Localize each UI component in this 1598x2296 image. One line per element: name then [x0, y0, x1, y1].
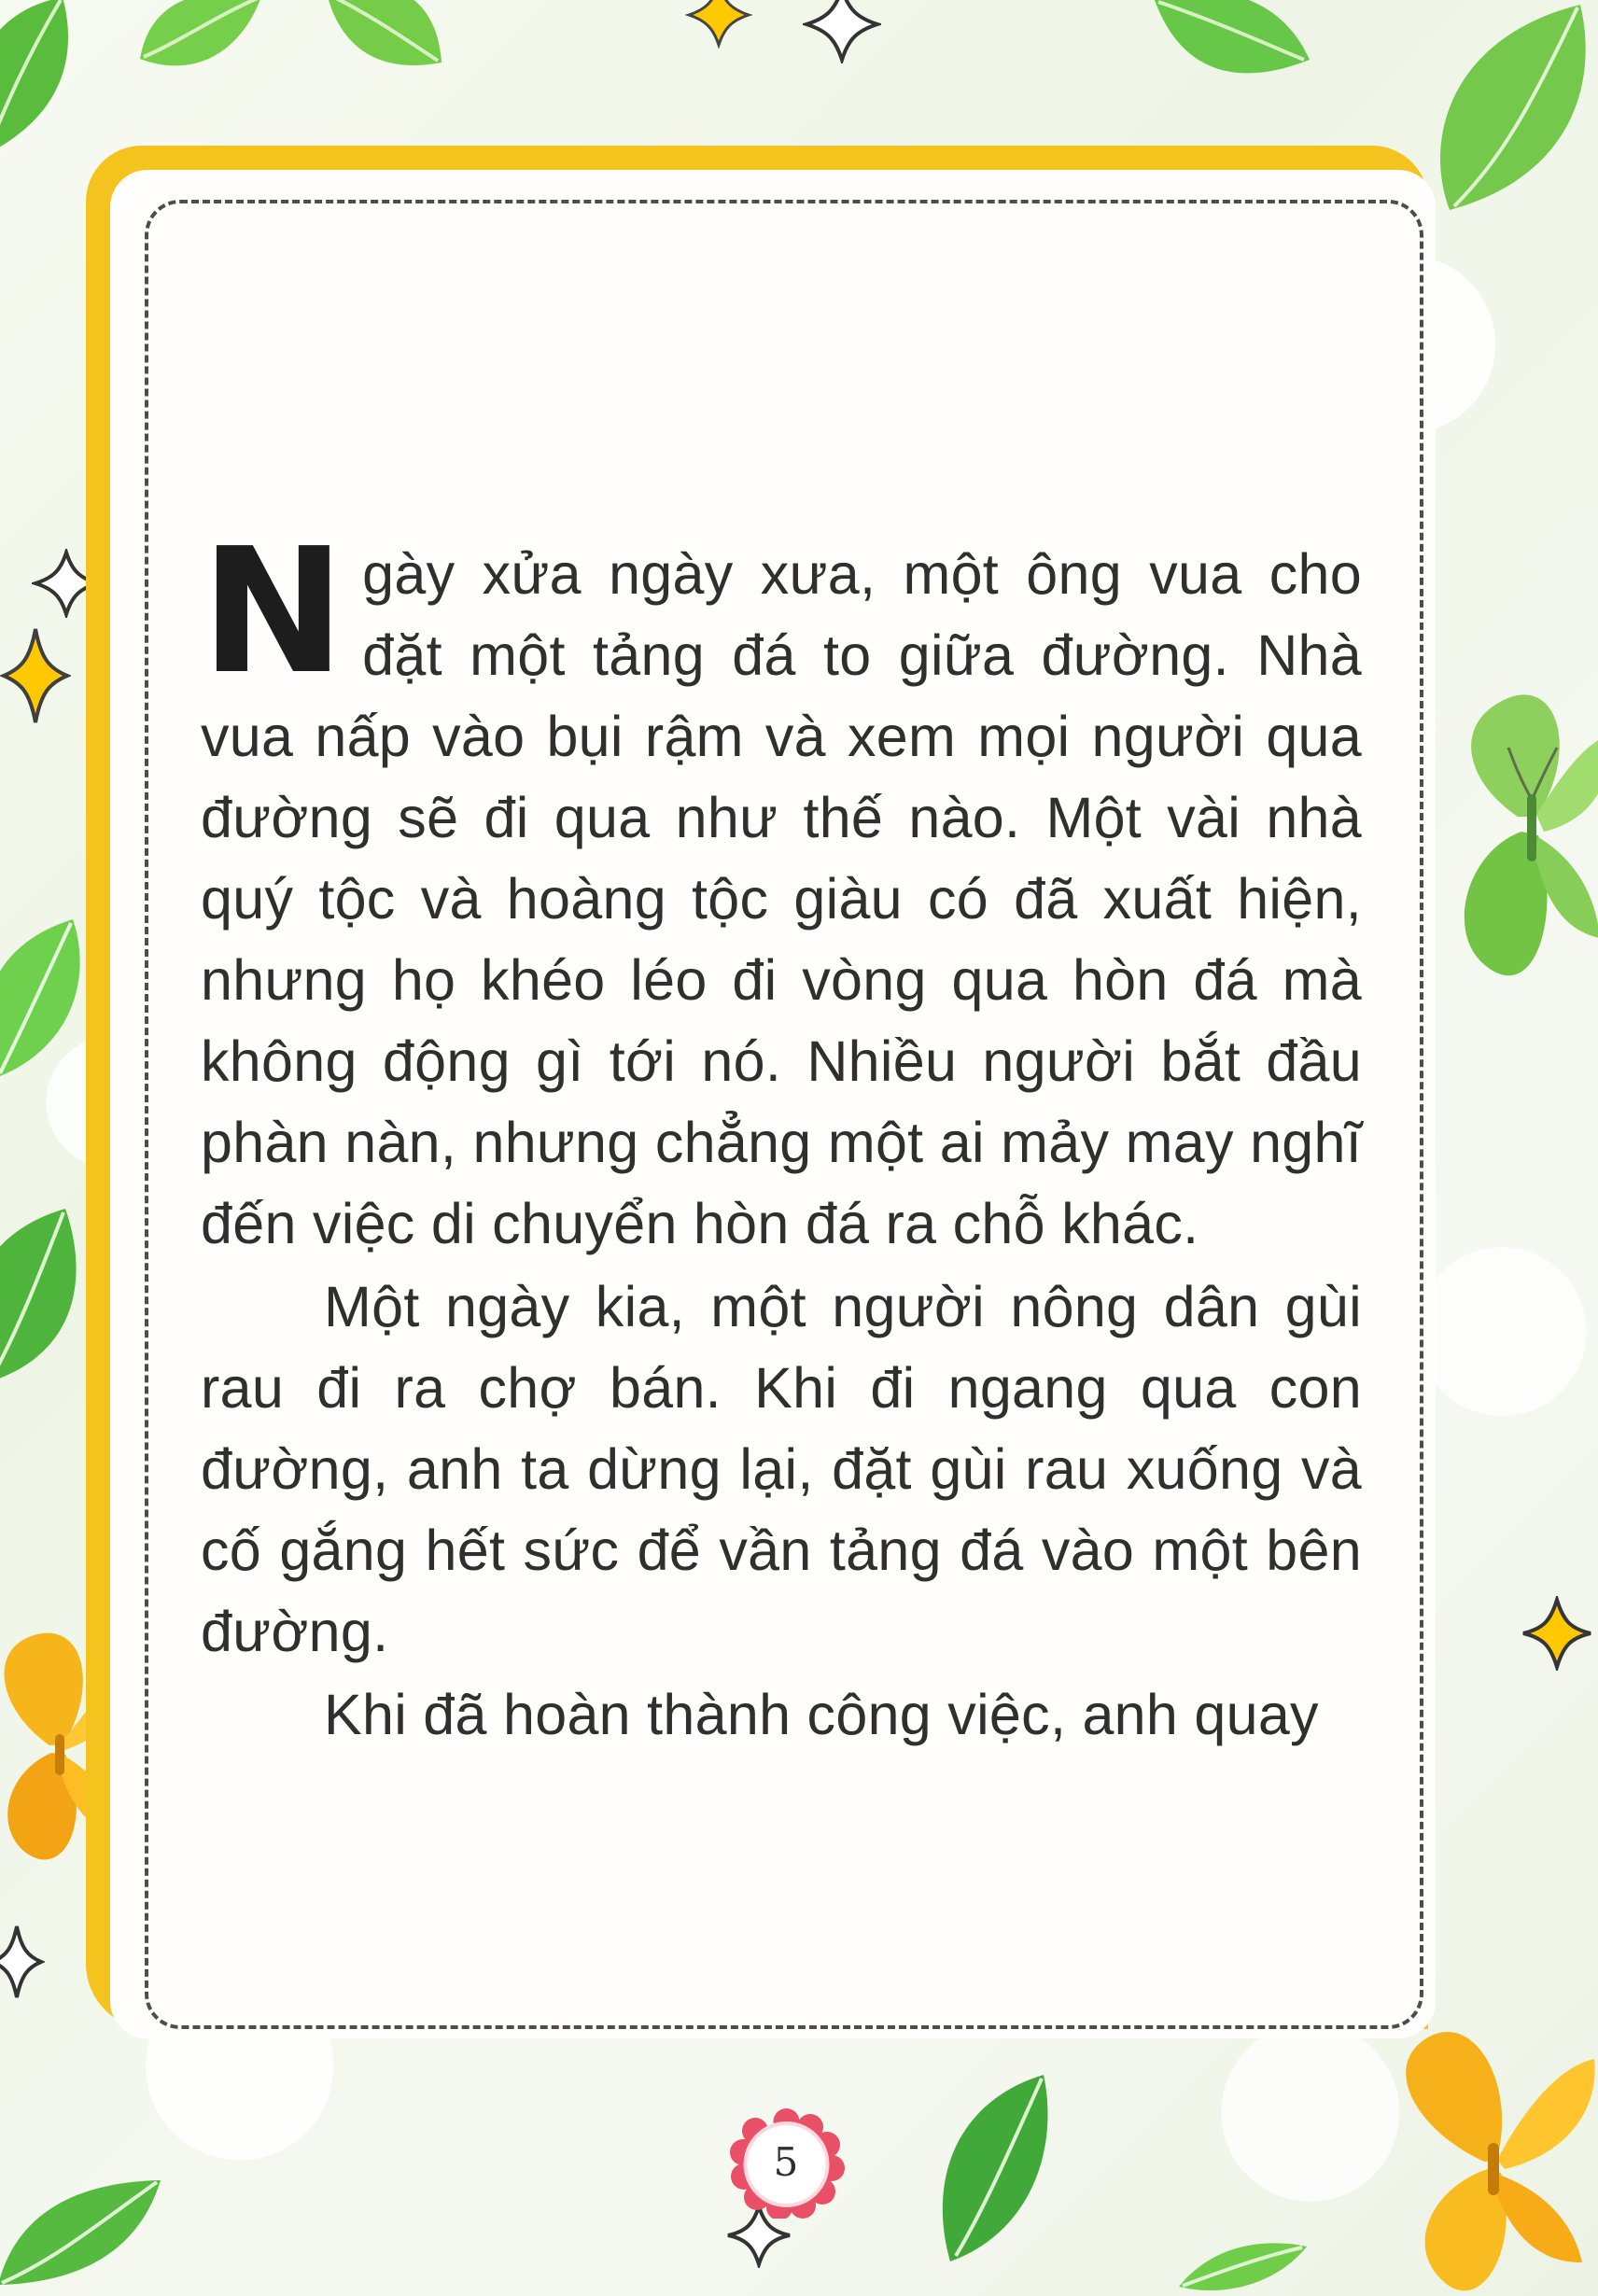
top-center-leaf-icon	[317, 0, 448, 89]
paragraph-1-text: gày xửa ngày xưa, một ông vua cho đặt một tảng đá to giữa đường. Nhà vua nấp vào bụi rậm và xem mọi người qua đường sẽ đi qua như thế nào. Một vài nhà quý tộc và hoàng tộc giàu có đã xuất hiện, nhưng họ khéo léo đi vòng qua hòn đá mà không động gì tới nó. Nhiều người bắt đầu phàn nàn, nhưng chẳng một ai mảy may nghĩ đến việc di chuyển hòn đá ra chỗ khác.	[201, 542, 1362, 1255]
top-yellow-sparkle-icon	[685, 0, 752, 49]
story-paragraph-3	[201, 1674, 1362, 1756]
top-white-sparkle-icon	[803, 0, 881, 63]
page-number-badge	[728, 2108, 845, 2219]
top-left-leaf-2-icon	[131, 0, 271, 91]
right-yellow-sparkle-icon	[1520, 1596, 1594, 1671]
top-right-leaf-icon	[1143, 0, 1316, 95]
paragraph-3-text: Khi đã hoàn thành công việc, anh quay	[324, 1683, 1319, 1746]
paragraph-2-text: Một ngày kia, một người nông dân gùi rau đi ra chợ bán. Khi đi ngang qua con đường, anh ta dừng lại, đặt gùi rau xuống và cố gắng hết sức để vần tảng đá vào một bên đường.	[201, 1275, 1362, 1663]
dropcap-letter: N	[201, 511, 346, 712]
bottom-left-white-sparkle-icon	[0, 1923, 45, 2001]
page-number: 5	[773, 2139, 799, 2185]
bottom-right-yellow-butterfly-icon	[1361, 2025, 1598, 2296]
top-left-leaf-icon	[0, 0, 123, 170]
bottom-left-leaf-icon	[0, 2165, 168, 2296]
story-paragraph-1	[201, 511, 1362, 1265]
bottom-center-leaf-icon	[924, 2067, 1059, 2273]
left-yellow-sparkle-icon	[0, 625, 71, 726]
left-middle-leaf-icon	[0, 915, 98, 1092]
story-text-block	[201, 511, 1362, 1757]
bottom-right-leaf-icon	[1171, 2235, 1311, 2296]
story-paragraph-2	[201, 1267, 1362, 1673]
right-green-butterfly-icon	[1428, 686, 1598, 989]
right-top-large-leaf-icon	[1417, 0, 1598, 233]
